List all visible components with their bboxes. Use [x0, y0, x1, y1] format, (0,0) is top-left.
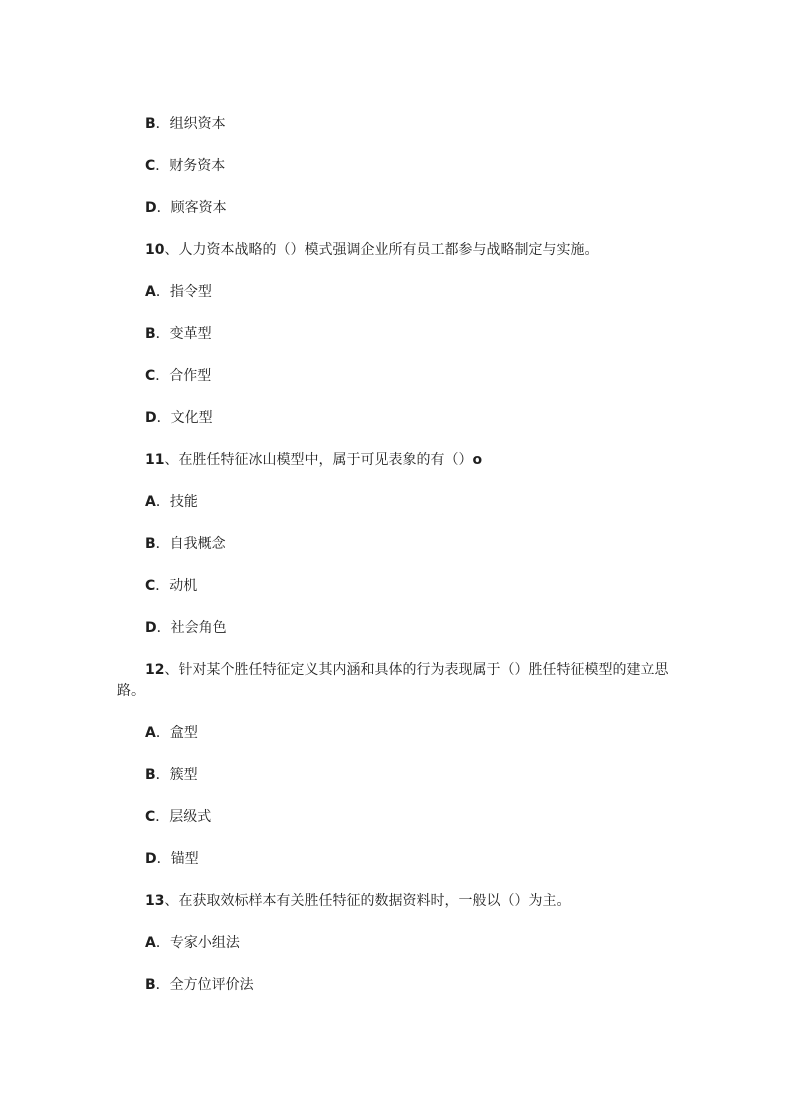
option-line: [117, 618, 674, 639]
option-line: [117, 282, 674, 303]
line-label: A: [145, 494, 156, 510]
line-separator: ．: [155, 284, 170, 300]
line-separator: ．: [155, 158, 170, 174]
line-text: 针对某个胜任特征定义其内涵和具体的行为表现属于（）胜任特征模型的建立思路。: [117, 662, 669, 699]
line-separator: 、: [164, 242, 179, 258]
option-line: [117, 933, 674, 954]
line-separator: 、: [164, 893, 179, 909]
option-line: [117, 198, 674, 219]
line-separator: ．: [156, 851, 171, 867]
option-line: [117, 765, 674, 786]
line-text: 层级式: [169, 809, 212, 825]
line-text: 顾客资本: [170, 200, 227, 216]
line-text: 锚型: [170, 851, 199, 867]
option-line: [117, 156, 674, 177]
option-line: [117, 408, 674, 429]
line-text: 文化型: [170, 410, 213, 426]
line-text: 合作型: [169, 368, 212, 384]
line-separator: ．: [155, 116, 170, 132]
line-label: B: [145, 977, 156, 993]
line-separator: 、: [164, 452, 179, 468]
line-separator: ．: [155, 809, 170, 825]
line-label: B: [145, 326, 156, 342]
line-label: 12: [145, 662, 165, 678]
line-tail: o: [472, 452, 483, 468]
option-line: [117, 534, 674, 555]
line-text: 变革型: [169, 326, 212, 342]
line-text: 人力资本战略的（）模式强调企业所有员工都参与战略制定与实施。: [178, 242, 599, 258]
line-label: B: [145, 767, 156, 783]
option-line: [117, 492, 674, 513]
line-separator: ．: [156, 620, 171, 636]
line-text: 簇型: [169, 767, 198, 783]
line-label: A: [145, 935, 156, 951]
line-text: 技能: [169, 494, 198, 510]
line-text: 全方位评价法: [169, 977, 254, 993]
line-separator: ．: [156, 410, 171, 426]
option-line: [117, 114, 674, 135]
line-label: A: [145, 725, 156, 741]
line-text: 在获取效标样本有关胜任特征的数据资料时，一般以（）为主。: [178, 893, 571, 909]
line-label: D: [145, 410, 157, 426]
option-line: [117, 366, 674, 387]
line-label: C: [145, 578, 156, 594]
line-separator: ．: [155, 767, 170, 783]
line-label: B: [145, 116, 156, 132]
line-label: B: [145, 536, 156, 552]
line-label: D: [145, 851, 157, 867]
line-separator: ．: [155, 725, 170, 741]
line-separator: ．: [155, 494, 170, 510]
line-label: 10: [145, 242, 165, 258]
line-separator: ．: [155, 977, 170, 993]
line-separator: ．: [155, 536, 170, 552]
line-label: C: [145, 158, 156, 174]
option-line: [117, 723, 674, 744]
line-label: C: [145, 368, 156, 384]
option-line: [117, 975, 674, 996]
line-separator: ．: [155, 368, 170, 384]
option-line: [117, 807, 674, 828]
line-label: 13: [145, 893, 165, 909]
line-text: 在胜任特征冰山模型中，属于可见表象的有（）: [178, 452, 473, 468]
line-separator: ．: [155, 935, 170, 951]
line-label: C: [145, 809, 156, 825]
line-text: 指令型: [169, 284, 212, 300]
question-list: [117, 114, 674, 996]
line-separator: ．: [155, 326, 170, 342]
line-label: A: [145, 284, 156, 300]
line-separator: ．: [155, 578, 170, 594]
line-label: 11: [145, 452, 165, 468]
line-text: 专家小组法: [169, 935, 240, 951]
line-text: 组织资本: [169, 116, 226, 132]
option-line: [117, 849, 674, 870]
line-text: 盒型: [169, 725, 198, 741]
line-text: 动机: [169, 578, 198, 594]
question-line: [117, 240, 674, 261]
question-line: [117, 891, 674, 912]
option-line: [117, 324, 674, 345]
line-text: 自我概念: [169, 536, 226, 552]
line-label: D: [145, 620, 157, 636]
line-text: 财务资本: [169, 158, 226, 174]
option-line: [117, 576, 674, 597]
question-line: [117, 660, 674, 702]
question-line: [117, 450, 674, 471]
line-label: D: [145, 200, 157, 216]
line-separator: ．: [156, 200, 171, 216]
line-text: 社会角色: [170, 620, 227, 636]
line-separator: 、: [164, 662, 179, 678]
